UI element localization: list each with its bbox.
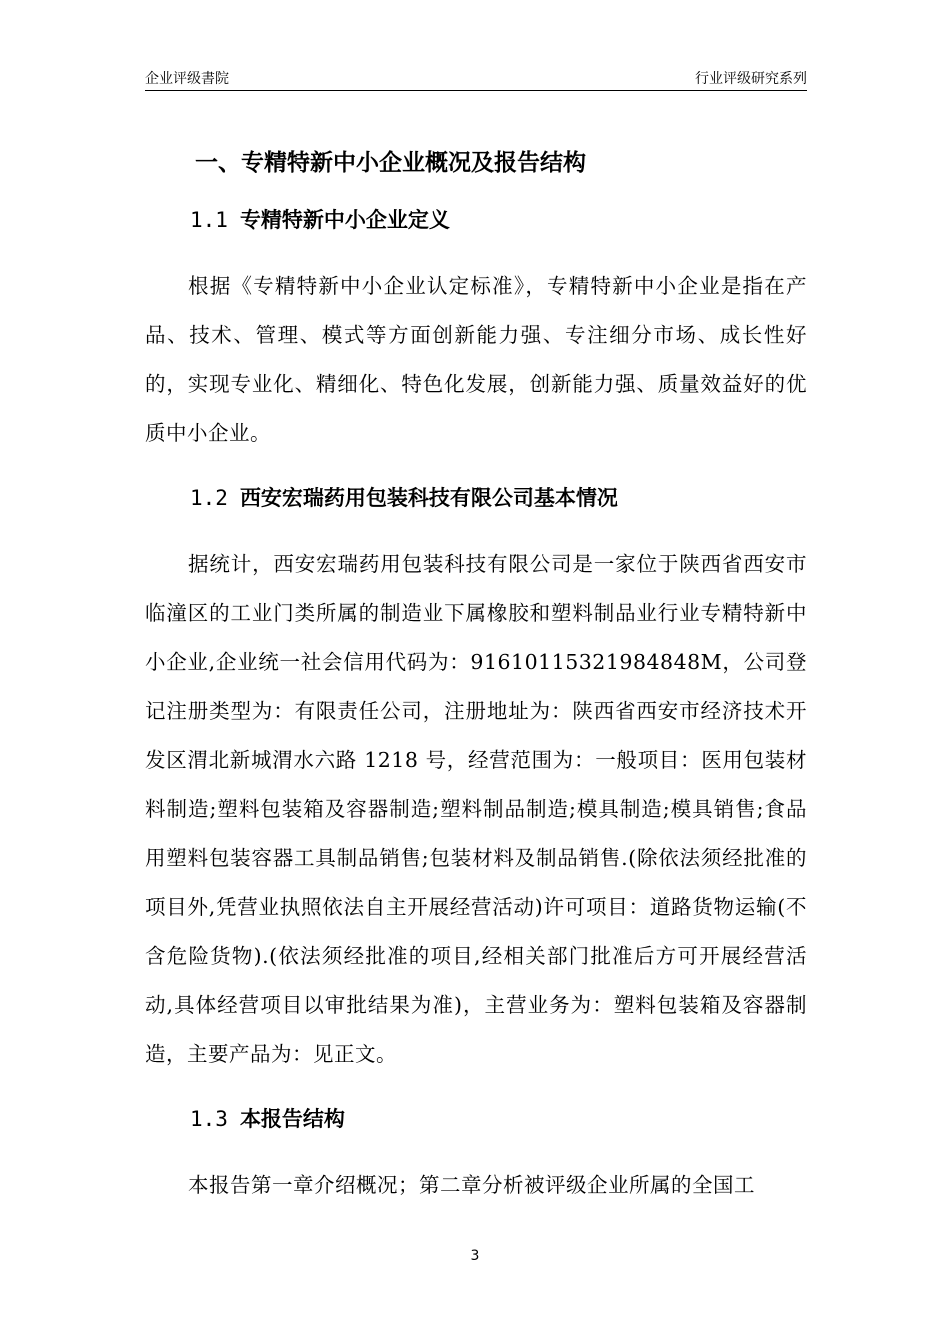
section-title-text: 本报告结构 (239, 1107, 345, 1131)
section-title-text: 专精特新中小企业定义 (239, 208, 450, 232)
document-body (145, 143, 807, 1230)
section-title-text: 西安宏瑞药用包装科技有限公司基本情况 (239, 486, 618, 510)
section-title-1-3 (190, 1099, 807, 1139)
header-right-text: 行业评级研究系列 (695, 71, 807, 87)
section-title-1-1 (190, 200, 807, 240)
section-1-1-paragraph: 根据《专精特新中小企业认定标准》，专精特新中小企业是指在产品、技术、管理、模式等方面创新能力强、专注细分市场、成长性好的，实现专业化、精细化、特色化发展，创新能力强、质量效益好的优质中小企业。 (145, 274, 807, 445)
chapter-title: 一、专精特新中小企业概况及报告结构 (195, 150, 586, 176)
page-number: 3 (470, 1248, 480, 1264)
section-1-2-paragraph: 据统计，西安宏瑞药用包装科技有限公司是一家位于陕西省西安市临潼区的工业门类所属的制造业下属橡胶和塑料制品业行业专精特新中小企业,企业统一社会信用代码为：91610115321984848M，公司登记注册类型为：有限责任公司，注册地址为：陕西省西安市经济技术开发区渭北新城渭水六路 1218 号，经营范围为：一般项目：医用包装材料制造;塑料包装箱及容器制造;塑料制品制造;模具制造;模具销售;食品用塑料包装容器工具制品销售;包装材料及制品销售.(除依法须经批准的项目外,凭营业执照依法自主开展经营活动)许可项目：道路货物运输(不含危险货物).(依法须经批准的项目,经相关部门批准后方可开展经营活动,具体经营项目以审批结果为准)，主营业务为：塑料包装箱及容器制造，主要产品为：见正文。 (145, 552, 807, 1066)
section-number: 1.1 (190, 208, 228, 232)
section-1-3-paragraph: 本报告第一章介绍概况；第二章分析被评级企业所属的全国工 (188, 1173, 755, 1197)
section-title-1-2 (190, 478, 807, 518)
section-number: 1.2 (190, 486, 228, 510)
header-left-text: 企业评级書院 (145, 71, 229, 87)
page-header (145, 66, 807, 91)
section-number: 1.3 (190, 1107, 228, 1131)
